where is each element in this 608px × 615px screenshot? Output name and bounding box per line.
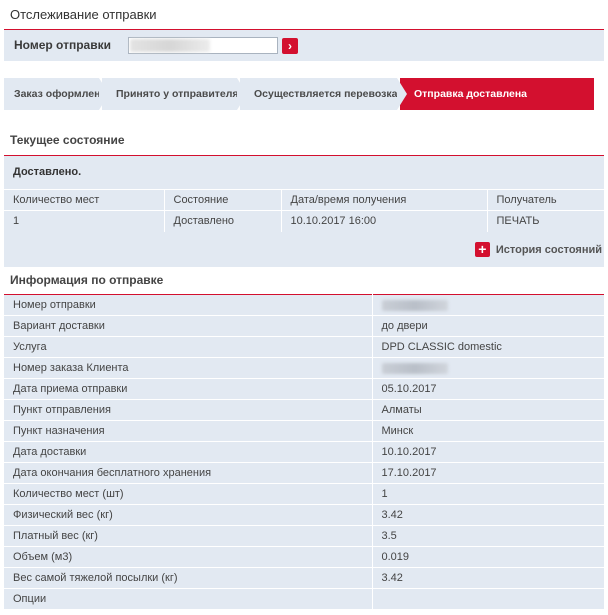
row-label: Дата окончания бесплатного хранения — [4, 463, 372, 484]
search-label: Номер отправки — [14, 38, 111, 52]
row-label: Дата доставки — [4, 442, 372, 463]
table-row — [4, 526, 604, 547]
page-title: Отслеживание отправки — [10, 7, 157, 22]
row-value: Минск — [372, 421, 604, 442]
row-label: Номер заказа Клиента — [4, 358, 372, 379]
step-delivered: Отправка доставлена — [400, 78, 594, 110]
search-button[interactable] — [282, 38, 298, 54]
progress-steps — [4, 78, 594, 110]
history-link-label: История состояний — [495, 243, 602, 256]
row-value: 1 — [372, 484, 604, 505]
history-link[interactable] — [475, 242, 602, 257]
table-row — [4, 463, 604, 484]
column-header: Получатель — [487, 190, 604, 211]
current-state-panel — [4, 155, 604, 267]
row-label: Услуга — [4, 337, 372, 358]
row-label: Вес самой тяжелой посылки (кг) — [4, 568, 372, 589]
row-value: 10.10.2017 — [372, 442, 604, 463]
step-in-transit: Осуществляется перевозка — [240, 78, 397, 110]
table-row — [4, 505, 604, 526]
row-value — [372, 295, 604, 316]
table-row — [4, 211, 604, 232]
row-label: Пункт назначения — [4, 421, 372, 442]
step-accepted: Принято у отправителя — [102, 78, 237, 110]
table-header-row — [4, 190, 604, 211]
row-value: 3.42 — [372, 568, 604, 589]
status-table — [4, 189, 604, 232]
row-value: 05.10.2017 — [372, 379, 604, 400]
table-row — [4, 589, 604, 610]
redacted-value — [130, 39, 210, 52]
shipment-info-title: Информация по отправке — [10, 273, 164, 287]
column-header: Количество мест — [4, 190, 164, 211]
row-label: Платный вес (кг) — [4, 526, 372, 547]
shipment-info-table — [4, 294, 604, 610]
table-row — [4, 400, 604, 421]
row-label: Дата приема отправки — [4, 379, 372, 400]
table-row — [4, 295, 604, 316]
column-header: Дата/время получения — [281, 190, 487, 211]
row-value — [372, 358, 604, 379]
row-value: 0.019 — [372, 547, 604, 568]
table-row — [4, 484, 604, 505]
row-value: 3.5 — [372, 526, 604, 547]
table-row — [4, 316, 604, 337]
table-cell: 10.10.2017 16:00 — [281, 211, 487, 232]
row-label: Количество мест (шт) — [4, 484, 372, 505]
table-row — [4, 421, 604, 442]
plus-icon: + — [475, 242, 490, 257]
table-cell: ПЕЧАТЬ — [487, 211, 604, 232]
status-text: Доставлено. — [13, 166, 82, 178]
step-order-created: Заказ оформлен — [4, 78, 99, 110]
table-row — [4, 547, 604, 568]
row-label: Вариант доставки — [4, 316, 372, 337]
redacted-value — [382, 300, 448, 311]
row-label: Опции — [4, 589, 372, 610]
table-cell: 1 — [4, 211, 164, 232]
row-value: до двери — [372, 316, 604, 337]
row-label: Физический вес (кг) — [4, 505, 372, 526]
redacted-value — [382, 363, 448, 374]
search-bar — [4, 29, 604, 61]
row-label: Объем (м3) — [4, 547, 372, 568]
table-row — [4, 358, 604, 379]
row-value: 17.10.2017 — [372, 463, 604, 484]
table-cell: Доставлено — [164, 211, 281, 232]
column-header: Состояние — [164, 190, 281, 211]
row-value: DPD CLASSIC domestic — [372, 337, 604, 358]
row-label: Номер отправки — [4, 295, 372, 316]
row-value — [372, 589, 604, 610]
table-row — [4, 379, 604, 400]
current-state-title: Текущее состояние — [10, 133, 125, 147]
chevron-right-icon: › — [288, 39, 292, 53]
row-label: Пункт отправления — [4, 400, 372, 421]
table-row — [4, 337, 604, 358]
table-row — [4, 442, 604, 463]
row-value: Алматы — [372, 400, 604, 421]
table-row — [4, 568, 604, 589]
row-value: 3.42 — [372, 505, 604, 526]
